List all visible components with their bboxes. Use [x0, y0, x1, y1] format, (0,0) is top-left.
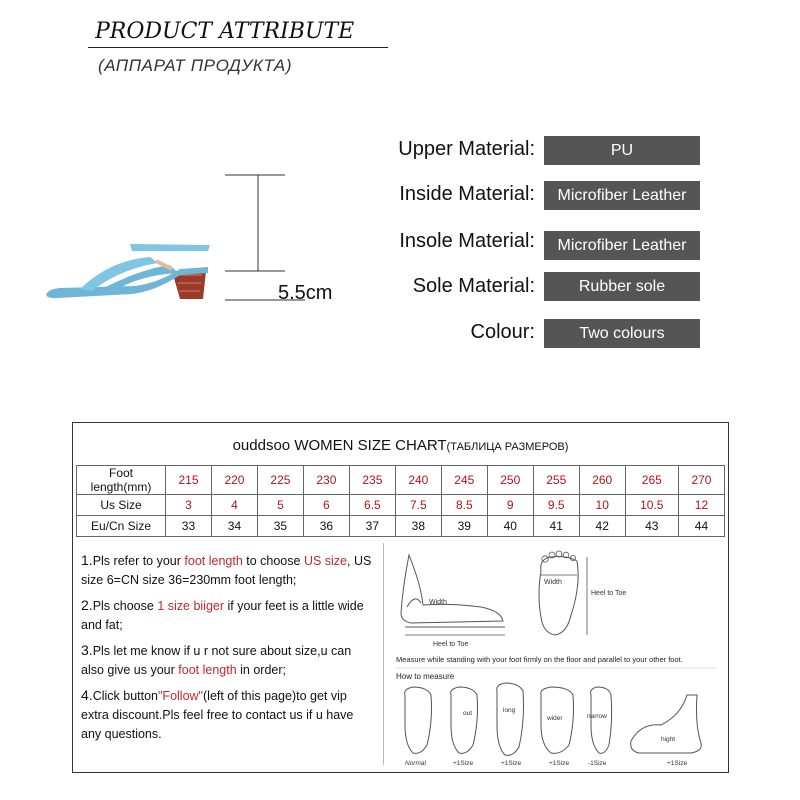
foot-type-wider: [541, 687, 574, 767]
attr-sole-value: Rubber sole: [544, 272, 700, 301]
table-cell: 235: [349, 466, 395, 495]
table-cell: 10: [579, 495, 625, 516]
page-title: [95, 14, 395, 44]
size-chart-title-ru: (ТАБЛИЦА РАЗМЕРОВ): [446, 441, 569, 453]
sandal-illustration: [40, 165, 360, 315]
table-cell: 240: [395, 466, 441, 495]
table-cell: 43: [625, 516, 678, 537]
attr-inside-value: Microfiber Leather: [544, 181, 700, 210]
note-4: 4.Click button"Follow"(left of this page)to get vip extra discount.Pls feel free to contact us if u have any questions.: [81, 687, 354, 741]
row-header: Eu/Cn Size: [77, 516, 166, 537]
foot-type-size: +1Size: [453, 760, 474, 767]
table-cell: 40: [487, 516, 533, 537]
table-cell: 8.5: [441, 495, 487, 516]
table-cell: 37: [349, 516, 395, 537]
table-cell: 230: [303, 466, 349, 495]
table-cell: 12: [678, 495, 724, 516]
table-cell: 4: [211, 495, 257, 516]
size-chart-title: [73, 437, 728, 454]
attr-insole-label: Insole Material:: [399, 230, 535, 252]
table-cell: 42: [579, 516, 625, 537]
foot-type-label: wider: [547, 715, 563, 722]
table-cell: 10.5: [625, 495, 678, 516]
table-cell: 6.5: [349, 495, 395, 516]
attr-upper-value: PU: [544, 136, 700, 165]
table-cell: 34: [211, 516, 257, 537]
measure-diagram: [391, 545, 721, 767]
foot-type-label: long: [503, 707, 516, 714]
table-cell: 255: [533, 466, 579, 495]
table-cell: 245: [441, 466, 487, 495]
foot-type-hight: [631, 695, 702, 767]
title-underline: [88, 47, 388, 48]
measure-instruction: Measure while standing with your foot firmly on the floor and parallel to your other foot.: [396, 655, 683, 664]
foot-type-label: Normal: [405, 760, 426, 767]
attr-colour-label: Colour:: [470, 321, 535, 343]
width-label-2: Width: [544, 579, 562, 586]
foot-type-narrow: [587, 687, 612, 767]
foot-type-size: -1Size: [588, 760, 607, 767]
table-cell: 41: [533, 516, 579, 537]
table-cell: 35: [257, 516, 303, 537]
table-row-us-size: [77, 495, 725, 516]
table-cell: 265: [625, 466, 678, 495]
table-row-eu-cn-size: [77, 516, 725, 537]
heel-height-label: 5.5cm: [278, 282, 333, 304]
row-header: Us Size: [77, 495, 166, 516]
row-header: Foot length(mm): [77, 466, 166, 495]
table-cell: 44: [678, 516, 724, 537]
table-cell: 3: [166, 495, 212, 516]
foot-type-size: +1Size: [667, 760, 688, 767]
table-cell: 215: [166, 466, 212, 495]
foot-type-long: [497, 683, 524, 767]
table-cell: 9.5: [533, 495, 579, 516]
width-label: Width: [429, 599, 447, 606]
table-cell: 6: [303, 495, 349, 516]
table-cell: 33: [166, 516, 212, 537]
table-cell: 225: [257, 466, 303, 495]
note-3: 3.Pls let me know if u r not sure about size,u can also give us your foot length in order;: [81, 642, 352, 677]
table-cell: 260: [579, 466, 625, 495]
table-cell: 36: [303, 516, 349, 537]
page-title-text: PRODUCT ATTRIBUTE: [95, 19, 355, 44]
attr-upper-label: Upper Material:: [398, 138, 535, 160]
size-table: [76, 465, 725, 537]
table-cell: 39: [441, 516, 487, 537]
size-notes: [81, 551, 376, 750]
foot-type-size: +1Size: [501, 760, 522, 767]
foot-type-label: hight: [661, 736, 676, 743]
table-cell: 9: [487, 495, 533, 516]
how-to-measure-label: How to measure: [396, 672, 455, 681]
attr-colour-value: Two colours: [544, 319, 700, 348]
table-cell: 5: [257, 495, 303, 516]
page-subtitle: (АППАРАТ ПРОДУКТА): [98, 56, 293, 75]
attr-inside-label: Inside Material:: [399, 183, 535, 205]
top-foot-outline: [539, 557, 578, 636]
table-cell: 38: [395, 516, 441, 537]
attr-insole-value: Microfiber Leather: [544, 231, 700, 260]
foot-type-out: [451, 687, 478, 767]
note-1: 1.Pls refer to your foot length to choose US size, US size 6=CN size 36=230mm foot length;: [81, 552, 372, 587]
size-chart: [72, 422, 729, 773]
side-foot-width-arc: [407, 599, 421, 607]
foot-type-size: +1Size: [549, 760, 570, 767]
notes-divider: [383, 543, 384, 765]
side-foot-outline: [401, 555, 503, 623]
table-cell: 220: [211, 466, 257, 495]
foot-type-label: out: [463, 710, 473, 717]
table-cell: 270: [678, 466, 724, 495]
attr-sole-label: Sole Material:: [412, 275, 535, 297]
heel-to-toe-label-2: Heel to Toe: [591, 590, 627, 597]
table-cell: 7.5: [395, 495, 441, 516]
heel-to-toe-label: Heel to Toe: [433, 641, 469, 648]
foot-type-label: narrow: [587, 713, 607, 720]
foot-type-normal: [405, 687, 432, 767]
size-chart-title-main: ouddsoo WOMEN SIZE CHART: [232, 437, 447, 454]
ankle-strap: [130, 244, 210, 251]
table-row-foot-length: [77, 466, 725, 495]
table-cell: 250: [487, 466, 533, 495]
note-2: 2.Pls choose 1 size biiger if your feet is a little wide and fat;: [81, 597, 364, 632]
